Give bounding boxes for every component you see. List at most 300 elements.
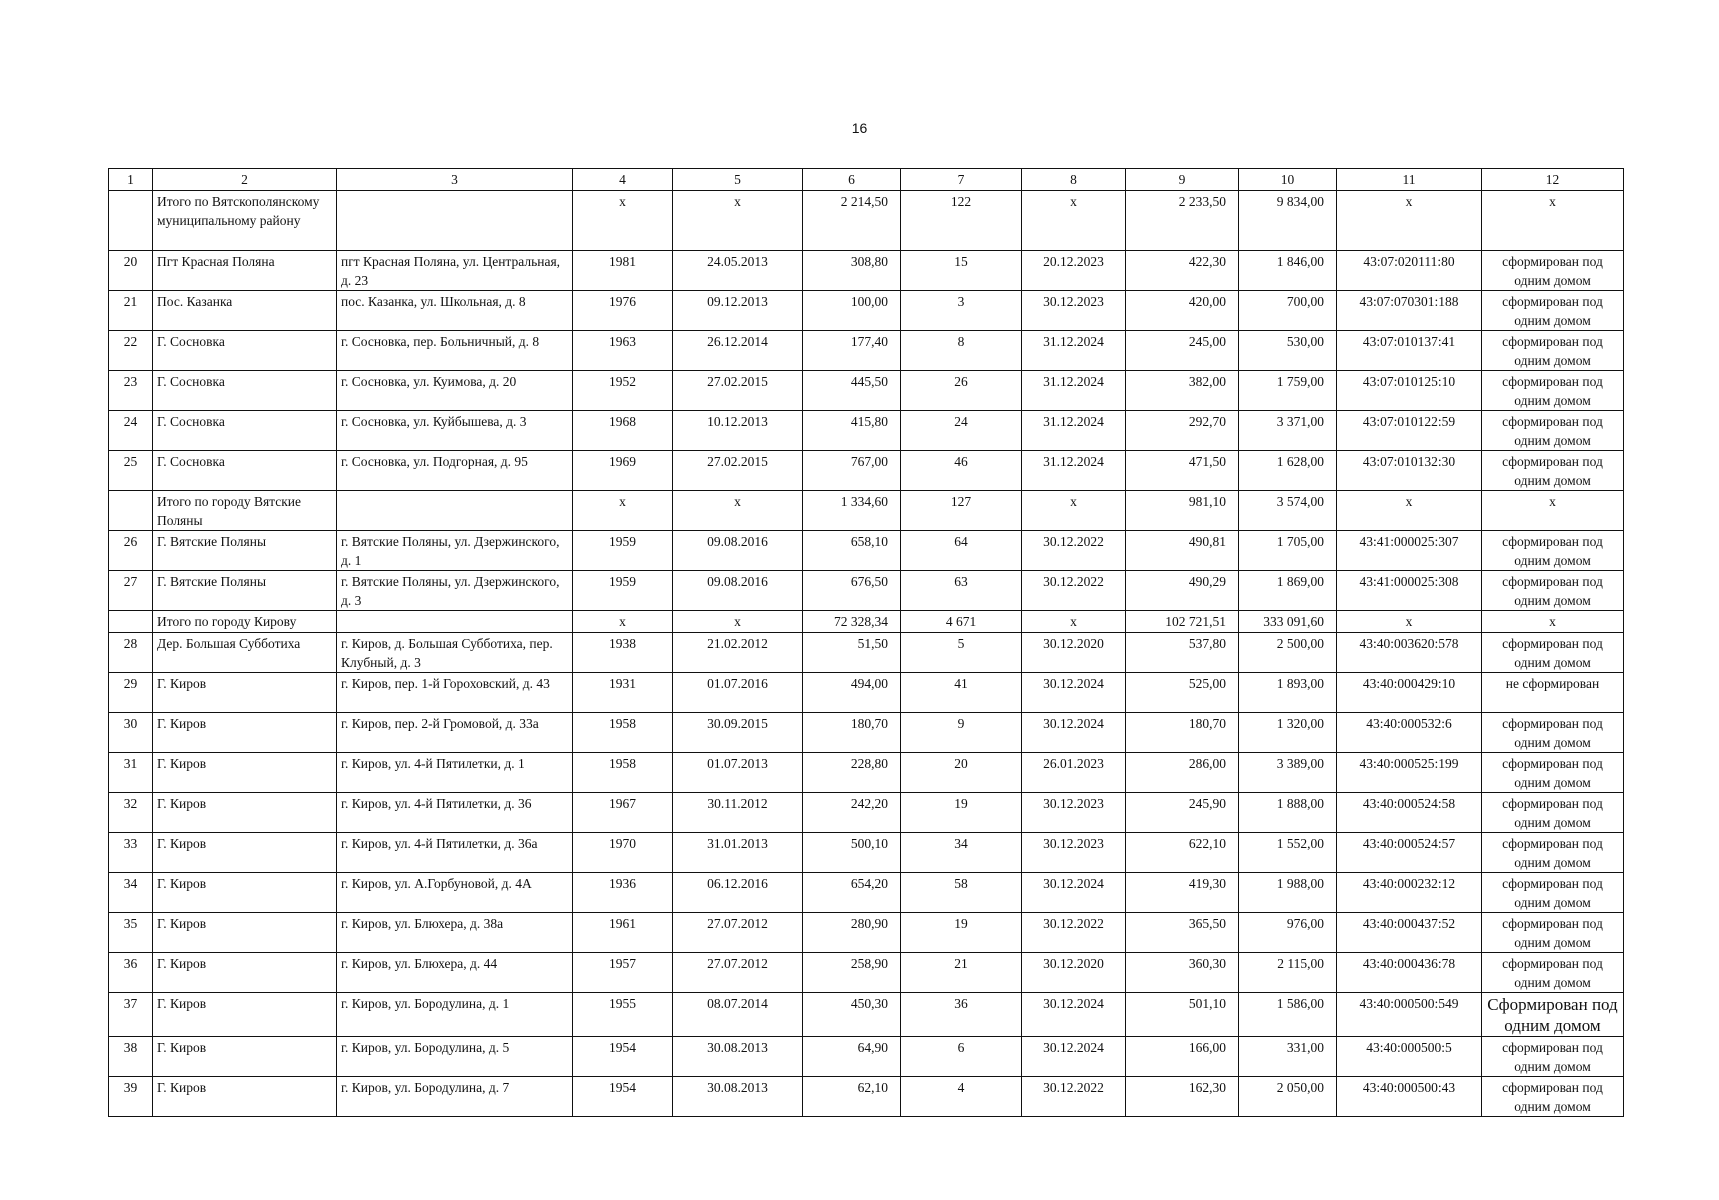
column-number-6: 6 — [803, 169, 901, 191]
recognition-date-cell: 08.07.2014 — [673, 993, 803, 1037]
table-row — [109, 793, 1624, 833]
area-cell: 450,30 — [803, 993, 901, 1037]
area-cell: 308,80 — [803, 251, 901, 291]
table-row — [109, 571, 1624, 611]
total-row — [109, 191, 1624, 251]
table-row — [109, 633, 1624, 673]
recognition-date-cell: х — [673, 191, 803, 251]
row-number-cell: 39 — [109, 1077, 153, 1117]
year-built-cell: 1954 — [573, 1037, 673, 1077]
settlement-cell: Пгт Красная Поляна — [153, 251, 337, 291]
recognition-date-cell: 27.02.2015 — [673, 371, 803, 411]
cadastral-value-cell: 530,00 — [1239, 331, 1337, 371]
table-row — [109, 1077, 1624, 1117]
recognition-date-cell: 27.02.2015 — [673, 451, 803, 491]
year-built-cell: 1938 — [573, 633, 673, 673]
land-area-cell: 525,00 — [1126, 673, 1239, 713]
year-built-cell: 1963 — [573, 331, 673, 371]
land-status-cell: сформирован под одним домом — [1482, 291, 1624, 331]
residents-cell: 36 — [901, 993, 1022, 1037]
year-built-cell: 1969 — [573, 451, 673, 491]
area-cell: 280,90 — [803, 913, 901, 953]
cadastral-value-cell: 1 705,00 — [1239, 531, 1337, 571]
area-cell: 228,80 — [803, 753, 901, 793]
housing-registry-table — [108, 168, 1624, 1117]
cadastral-value-cell: 9 834,00 — [1239, 191, 1337, 251]
land-status-cell: х — [1482, 191, 1624, 251]
cadastral-value-cell: 1 893,00 — [1239, 673, 1337, 713]
land-area-cell: 365,50 — [1126, 913, 1239, 953]
address-cell: г. Киров, ул. Блюхера, д. 44 — [337, 953, 573, 993]
residents-cell: 4 — [901, 1077, 1022, 1117]
residents-cell: 6 — [901, 1037, 1022, 1077]
row-number-cell: 27 — [109, 571, 153, 611]
cadastral-value-cell: 1 869,00 — [1239, 571, 1337, 611]
recognition-date-cell: 27.07.2012 — [673, 913, 803, 953]
cadastral-value-cell: 1 888,00 — [1239, 793, 1337, 833]
cadastral-value-cell: 2 500,00 — [1239, 633, 1337, 673]
recognition-date-cell: 21.02.2012 — [673, 633, 803, 673]
total-row — [109, 491, 1624, 531]
residents-cell: 63 — [901, 571, 1022, 611]
address-cell: г. Киров, пер. 1-й Гороховский, д. 43 — [337, 673, 573, 713]
land-status-cell: сформирован под одним домом — [1482, 1077, 1624, 1117]
cadastral-number-cell: 43:40:000436:78 — [1337, 953, 1482, 993]
address-cell: г. Сосновка, ул. Подгорная, д. 95 — [337, 451, 573, 491]
column-number-1: 1 — [109, 169, 153, 191]
area-cell: 242,20 — [803, 793, 901, 833]
cadastral-number-cell: 43:07:010122:59 — [1337, 411, 1482, 451]
settlement-cell: Итого по городу Кирову — [153, 611, 337, 633]
land-status-cell: сформирован под одним домом — [1482, 251, 1624, 291]
area-cell: 100,00 — [803, 291, 901, 331]
row-number-cell: 30 — [109, 713, 153, 753]
planned-resettlement-date-cell: х — [1022, 611, 1126, 633]
land-status-cell: сформирован под одним домом — [1482, 953, 1624, 993]
year-built-cell: 1967 — [573, 793, 673, 833]
row-number-cell: 36 — [109, 953, 153, 993]
land-status-cell: сформирован под одним домом — [1482, 753, 1624, 793]
land-area-cell: 180,70 — [1126, 713, 1239, 753]
settlement-cell: Г. Сосновка — [153, 331, 337, 371]
column-number-5: 5 — [673, 169, 803, 191]
row-number-cell: 33 — [109, 833, 153, 873]
land-status-cell: не сформирован — [1482, 673, 1624, 713]
cadastral-number-cell: 43:07:020111:80 — [1337, 251, 1482, 291]
planned-resettlement-date-cell: 31.12.2024 — [1022, 331, 1126, 371]
cadastral-number-cell: 43:40:000500:549 — [1337, 993, 1482, 1037]
area-cell: 1 334,60 — [803, 491, 901, 531]
address-cell: г. Сосновка, ул. Куйбышева, д. 3 — [337, 411, 573, 451]
land-status-cell: сформирован под одним домом — [1482, 451, 1624, 491]
settlement-cell: Г. Вятские Поляны — [153, 531, 337, 571]
residents-cell: 8 — [901, 331, 1022, 371]
settlement-cell: Г. Киров — [153, 913, 337, 953]
planned-resettlement-date-cell: 30.12.2022 — [1022, 1077, 1126, 1117]
settlement-cell: Г. Киров — [153, 833, 337, 873]
planned-resettlement-date-cell: 30.12.2020 — [1022, 633, 1126, 673]
year-built-cell: 1968 — [573, 411, 673, 451]
planned-resettlement-date-cell: х — [1022, 191, 1126, 251]
recognition-date-cell: 30.08.2013 — [673, 1037, 803, 1077]
land-area-cell: 162,30 — [1126, 1077, 1239, 1117]
residents-cell: 4 671 — [901, 611, 1022, 633]
settlement-cell: Г. Киров — [153, 753, 337, 793]
residents-cell: 46 — [901, 451, 1022, 491]
row-number-cell: 20 — [109, 251, 153, 291]
cadastral-number-cell: 43:40:000429:10 — [1337, 673, 1482, 713]
planned-resettlement-date-cell: 30.12.2024 — [1022, 1037, 1126, 1077]
land-area-cell: 622,10 — [1126, 833, 1239, 873]
land-area-cell: 420,00 — [1126, 291, 1239, 331]
recognition-date-cell: 27.07.2012 — [673, 953, 803, 993]
land-area-cell: 360,30 — [1126, 953, 1239, 993]
cadastral-number-cell: 43:40:003620:578 — [1337, 633, 1482, 673]
column-number-9: 9 — [1126, 169, 1239, 191]
column-number-7: 7 — [901, 169, 1022, 191]
page-number: 16 — [851, 120, 868, 136]
table-body — [109, 169, 1624, 1117]
area-cell: 258,90 — [803, 953, 901, 993]
year-built-cell: 1931 — [573, 673, 673, 713]
land-status-cell: сформирован под одним домом — [1482, 411, 1624, 451]
table-row — [109, 411, 1624, 451]
cadastral-value-cell: 1 988,00 — [1239, 873, 1337, 913]
planned-resettlement-date-cell: 31.12.2024 — [1022, 451, 1126, 491]
row-number-cell — [109, 611, 153, 633]
land-status-cell: сформирован под одним домом — [1482, 571, 1624, 611]
address-cell: пос. Казанка, ул. Школьная, д. 8 — [337, 291, 573, 331]
settlement-cell: Итого по Вятскополянскому муниципальному району — [153, 191, 337, 251]
cadastral-number-cell: 43:40:000524:57 — [1337, 833, 1482, 873]
year-built-cell: х — [573, 491, 673, 531]
land-status-cell: х — [1482, 611, 1624, 633]
cadastral-number-cell: 43:07:010132:30 — [1337, 451, 1482, 491]
recognition-date-cell: 09.12.2013 — [673, 291, 803, 331]
planned-resettlement-date-cell: 26.01.2023 — [1022, 753, 1126, 793]
planned-resettlement-date-cell: 30.12.2024 — [1022, 713, 1126, 753]
year-built-cell: 1976 — [573, 291, 673, 331]
land-status-cell: сформирован под одним домом — [1482, 833, 1624, 873]
year-built-cell: х — [573, 611, 673, 633]
table-row — [109, 993, 1624, 1037]
area-cell: 64,90 — [803, 1037, 901, 1077]
settlement-cell: Г. Киров — [153, 1037, 337, 1077]
land-area-cell: 490,29 — [1126, 571, 1239, 611]
table-row — [109, 371, 1624, 411]
address-cell: г. Киров, ул. А.Горбуновой, д. 4А — [337, 873, 573, 913]
settlement-cell: Г. Киров — [153, 793, 337, 833]
row-number-cell: 38 — [109, 1037, 153, 1077]
settlement-cell: Г. Киров — [153, 953, 337, 993]
column-number-10: 10 — [1239, 169, 1337, 191]
year-built-cell: 1958 — [573, 753, 673, 793]
address-cell: г. Киров, ул. Блюхера, д. 38а — [337, 913, 573, 953]
address-cell: г. Киров, ул. Бородулина, д. 7 — [337, 1077, 573, 1117]
table-row — [109, 1037, 1624, 1077]
row-number-cell: 28 — [109, 633, 153, 673]
land-area-cell: 490,81 — [1126, 531, 1239, 571]
land-status-cell: сформирован под одним домом — [1482, 873, 1624, 913]
address-cell: г. Киров, ул. 4-й Пятилетки, д. 36а — [337, 833, 573, 873]
area-cell: 415,80 — [803, 411, 901, 451]
cadastral-value-cell: 331,00 — [1239, 1037, 1337, 1077]
table-row — [109, 331, 1624, 371]
row-number-cell: 25 — [109, 451, 153, 491]
address-cell — [337, 491, 573, 531]
residents-cell: 24 — [901, 411, 1022, 451]
land-area-cell: 501,10 — [1126, 993, 1239, 1037]
row-number-cell — [109, 191, 153, 251]
cadastral-number-cell: 43:07:070301:188 — [1337, 291, 1482, 331]
year-built-cell: 1961 — [573, 913, 673, 953]
year-built-cell: 1954 — [573, 1077, 673, 1117]
address-cell — [337, 191, 573, 251]
recognition-date-cell: 09.08.2016 — [673, 571, 803, 611]
residents-cell: 3 — [901, 291, 1022, 331]
land-status-cell: сформирован под одним домом — [1482, 1037, 1624, 1077]
planned-resettlement-date-cell: 30.12.2022 — [1022, 571, 1126, 611]
cadastral-value-cell: 3 389,00 — [1239, 753, 1337, 793]
recognition-date-cell: 24.05.2013 — [673, 251, 803, 291]
residents-cell: 58 — [901, 873, 1022, 913]
address-cell: г. Сосновка, пер. Больничный, д. 8 — [337, 331, 573, 371]
row-number-cell: 26 — [109, 531, 153, 571]
residents-cell: 5 — [901, 633, 1022, 673]
planned-resettlement-date-cell: 31.12.2024 — [1022, 411, 1126, 451]
table-row — [109, 451, 1624, 491]
cadastral-value-cell: 1 759,00 — [1239, 371, 1337, 411]
year-built-cell: 1981 — [573, 251, 673, 291]
residents-cell: 127 — [901, 491, 1022, 531]
address-cell: г. Вятские Поляны, ул. Дзержинского, д. 1 — [337, 531, 573, 571]
column-number-4: 4 — [573, 169, 673, 191]
row-number-cell: 31 — [109, 753, 153, 793]
area-cell: 658,10 — [803, 531, 901, 571]
cadastral-number-cell: 43:07:010125:10 — [1337, 371, 1482, 411]
land-status-cell: сформирован под одним домом — [1482, 713, 1624, 753]
land-area-cell: 382,00 — [1126, 371, 1239, 411]
table-row — [109, 753, 1624, 793]
column-number-12: 12 — [1482, 169, 1624, 191]
settlement-cell: Г. Киров — [153, 993, 337, 1037]
planned-resettlement-date-cell: 30.12.2023 — [1022, 793, 1126, 833]
land-status-cell: сформирован под одним домом — [1482, 331, 1624, 371]
area-cell: 177,40 — [803, 331, 901, 371]
cadastral-value-cell: 700,00 — [1239, 291, 1337, 331]
residents-cell: 41 — [901, 673, 1022, 713]
residents-cell: 64 — [901, 531, 1022, 571]
address-cell — [337, 611, 573, 633]
address-cell: г. Сосновка, ул. Куимова, д. 20 — [337, 371, 573, 411]
row-number-cell: 22 — [109, 331, 153, 371]
residents-cell: 34 — [901, 833, 1022, 873]
area-cell: 654,20 — [803, 873, 901, 913]
column-number-header-row — [109, 169, 1624, 191]
residents-cell: 122 — [901, 191, 1022, 251]
address-cell: г. Киров, ул. 4-й Пятилетки, д. 36 — [337, 793, 573, 833]
cadastral-number-cell: 43:40:000500:5 — [1337, 1037, 1482, 1077]
cadastral-number-cell: 43:40:000532:6 — [1337, 713, 1482, 753]
land-area-cell: 245,90 — [1126, 793, 1239, 833]
recognition-date-cell: х — [673, 491, 803, 531]
land-area-cell: 981,10 — [1126, 491, 1239, 531]
column-number-8: 8 — [1022, 169, 1126, 191]
table-row — [109, 531, 1624, 571]
settlement-cell: Г. Киров — [153, 873, 337, 913]
land-area-cell: 102 721,51 — [1126, 611, 1239, 633]
row-number-cell: 21 — [109, 291, 153, 331]
settlement-cell: Г. Киров — [153, 673, 337, 713]
area-cell: 500,10 — [803, 833, 901, 873]
address-cell: г. Киров, ул. Бородулина, д. 1 — [337, 993, 573, 1037]
land-status-cell: сформирован под одним домом — [1482, 371, 1624, 411]
land-area-cell: 166,00 — [1126, 1037, 1239, 1077]
column-number-3: 3 — [337, 169, 573, 191]
planned-resettlement-date-cell: 30.12.2024 — [1022, 873, 1126, 913]
address-cell: г. Киров, пер. 2-й Громовой, д. 33а — [337, 713, 573, 753]
cadastral-number-cell: 43:07:010137:41 — [1337, 331, 1482, 371]
cadastral-number-cell: 43:41:000025:308 — [1337, 571, 1482, 611]
residents-cell: 26 — [901, 371, 1022, 411]
cadastral-number-cell: 43:40:000437:52 — [1337, 913, 1482, 953]
table-row — [109, 713, 1624, 753]
address-cell: г. Киров, д. Большая Субботиха, пер. Клубный, д. 3 — [337, 633, 573, 673]
recognition-date-cell: х — [673, 611, 803, 633]
year-built-cell: 1936 — [573, 873, 673, 913]
area-cell: 676,50 — [803, 571, 901, 611]
land-status-cell: сформирован под одним домом — [1482, 531, 1624, 571]
recognition-date-cell: 30.09.2015 — [673, 713, 803, 753]
cadastral-value-cell: 976,00 — [1239, 913, 1337, 953]
recognition-date-cell: 06.12.2016 — [673, 873, 803, 913]
residents-cell: 19 — [901, 913, 1022, 953]
area-cell: 2 214,50 — [803, 191, 901, 251]
cadastral-number-cell: х — [1337, 611, 1482, 633]
area-cell: 767,00 — [803, 451, 901, 491]
cadastral-value-cell: 3 371,00 — [1239, 411, 1337, 451]
settlement-cell: Г. Сосновка — [153, 451, 337, 491]
land-status-cell: сформирован под одним домом — [1482, 793, 1624, 833]
planned-resettlement-date-cell: 31.12.2024 — [1022, 371, 1126, 411]
cadastral-number-cell: х — [1337, 491, 1482, 531]
cadastral-value-cell: 1 628,00 — [1239, 451, 1337, 491]
cadastral-value-cell: 1 552,00 — [1239, 833, 1337, 873]
recognition-date-cell: 10.12.2013 — [673, 411, 803, 451]
row-number-cell: 24 — [109, 411, 153, 451]
area-cell: 62,10 — [803, 1077, 901, 1117]
year-built-cell: 1958 — [573, 713, 673, 753]
land-area-cell: 245,00 — [1126, 331, 1239, 371]
land-status-cell: х — [1482, 491, 1624, 531]
row-number-cell — [109, 491, 153, 531]
recognition-date-cell: 01.07.2016 — [673, 673, 803, 713]
cadastral-value-cell: 333 091,60 — [1239, 611, 1337, 633]
land-area-cell: 2 233,50 — [1126, 191, 1239, 251]
land-status-cell: Сформирован под одним домом — [1482, 993, 1624, 1037]
row-number-cell: 32 — [109, 793, 153, 833]
column-number-2: 2 — [153, 169, 337, 191]
area-cell: 180,70 — [803, 713, 901, 753]
cadastral-number-cell: 43:40:000232:12 — [1337, 873, 1482, 913]
area-cell: 51,50 — [803, 633, 901, 673]
row-number-cell: 23 — [109, 371, 153, 411]
cadastral-number-cell: 43:40:000524:58 — [1337, 793, 1482, 833]
settlement-cell: Г. Киров — [153, 1077, 337, 1117]
address-cell: г. Киров, ул. Бородулина, д. 5 — [337, 1037, 573, 1077]
land-area-cell: 471,50 — [1126, 451, 1239, 491]
recognition-date-cell: 30.11.2012 — [673, 793, 803, 833]
land-area-cell: 286,00 — [1126, 753, 1239, 793]
area-cell: 445,50 — [803, 371, 901, 411]
residents-cell: 21 — [901, 953, 1022, 993]
planned-resettlement-date-cell: 30.12.2024 — [1022, 673, 1126, 713]
planned-resettlement-date-cell: х — [1022, 491, 1126, 531]
cadastral-number-cell: 43:40:000500:43 — [1337, 1077, 1482, 1117]
year-built-cell: х — [573, 191, 673, 251]
cadastral-value-cell: 1 586,00 — [1239, 993, 1337, 1037]
planned-resettlement-date-cell: 30.12.2022 — [1022, 913, 1126, 953]
recognition-date-cell: 26.12.2014 — [673, 331, 803, 371]
residents-cell: 19 — [901, 793, 1022, 833]
recognition-date-cell: 30.08.2013 — [673, 1077, 803, 1117]
cadastral-value-cell: 1 320,00 — [1239, 713, 1337, 753]
row-number-cell: 37 — [109, 993, 153, 1037]
planned-resettlement-date-cell: 30.12.2020 — [1022, 953, 1126, 993]
planned-resettlement-date-cell: 30.12.2023 — [1022, 291, 1126, 331]
table-row — [109, 251, 1624, 291]
area-cell: 72 328,34 — [803, 611, 901, 633]
residents-cell: 15 — [901, 251, 1022, 291]
recognition-date-cell: 09.08.2016 — [673, 531, 803, 571]
land-area-cell: 292,70 — [1126, 411, 1239, 451]
planned-resettlement-date-cell: 20.12.2023 — [1022, 251, 1126, 291]
residents-cell: 20 — [901, 753, 1022, 793]
year-built-cell: 1970 — [573, 833, 673, 873]
land-status-cell: сформирован под одним домом — [1482, 913, 1624, 953]
cadastral-number-cell: 43:41:000025:307 — [1337, 531, 1482, 571]
planned-resettlement-date-cell: 30.12.2023 — [1022, 833, 1126, 873]
area-cell: 494,00 — [803, 673, 901, 713]
address-cell: пгт Красная Поляна, ул. Центральная, д. 23 — [337, 251, 573, 291]
cadastral-value-cell: 2 050,00 — [1239, 1077, 1337, 1117]
land-area-cell: 419,30 — [1126, 873, 1239, 913]
settlement-cell: Г. Киров — [153, 713, 337, 753]
year-built-cell: 1957 — [573, 953, 673, 993]
year-built-cell: 1955 — [573, 993, 673, 1037]
table-row — [109, 953, 1624, 993]
address-cell: г. Киров, ул. 4-й Пятилетки, д. 1 — [337, 753, 573, 793]
land-area-cell: 537,80 — [1126, 633, 1239, 673]
settlement-cell: Дер. Большая Субботиха — [153, 633, 337, 673]
cadastral-value-cell: 1 846,00 — [1239, 251, 1337, 291]
year-built-cell: 1959 — [573, 571, 673, 611]
settlement-cell: Итого по городу Вятские Поляны — [153, 491, 337, 531]
cadastral-number-cell: 43:40:000525:199 — [1337, 753, 1482, 793]
table-row — [109, 291, 1624, 331]
year-built-cell: 1959 — [573, 531, 673, 571]
total-row — [109, 611, 1624, 633]
cadastral-value-cell: 3 574,00 — [1239, 491, 1337, 531]
planned-resettlement-date-cell: 30.12.2022 — [1022, 531, 1126, 571]
settlement-cell: Г. Сосновка — [153, 411, 337, 451]
row-number-cell: 29 — [109, 673, 153, 713]
table-row — [109, 833, 1624, 873]
cadastral-value-cell: 2 115,00 — [1239, 953, 1337, 993]
table-row — [109, 873, 1624, 913]
planned-resettlement-date-cell: 30.12.2024 — [1022, 993, 1126, 1037]
settlement-cell: Г. Вятские Поляны — [153, 571, 337, 611]
